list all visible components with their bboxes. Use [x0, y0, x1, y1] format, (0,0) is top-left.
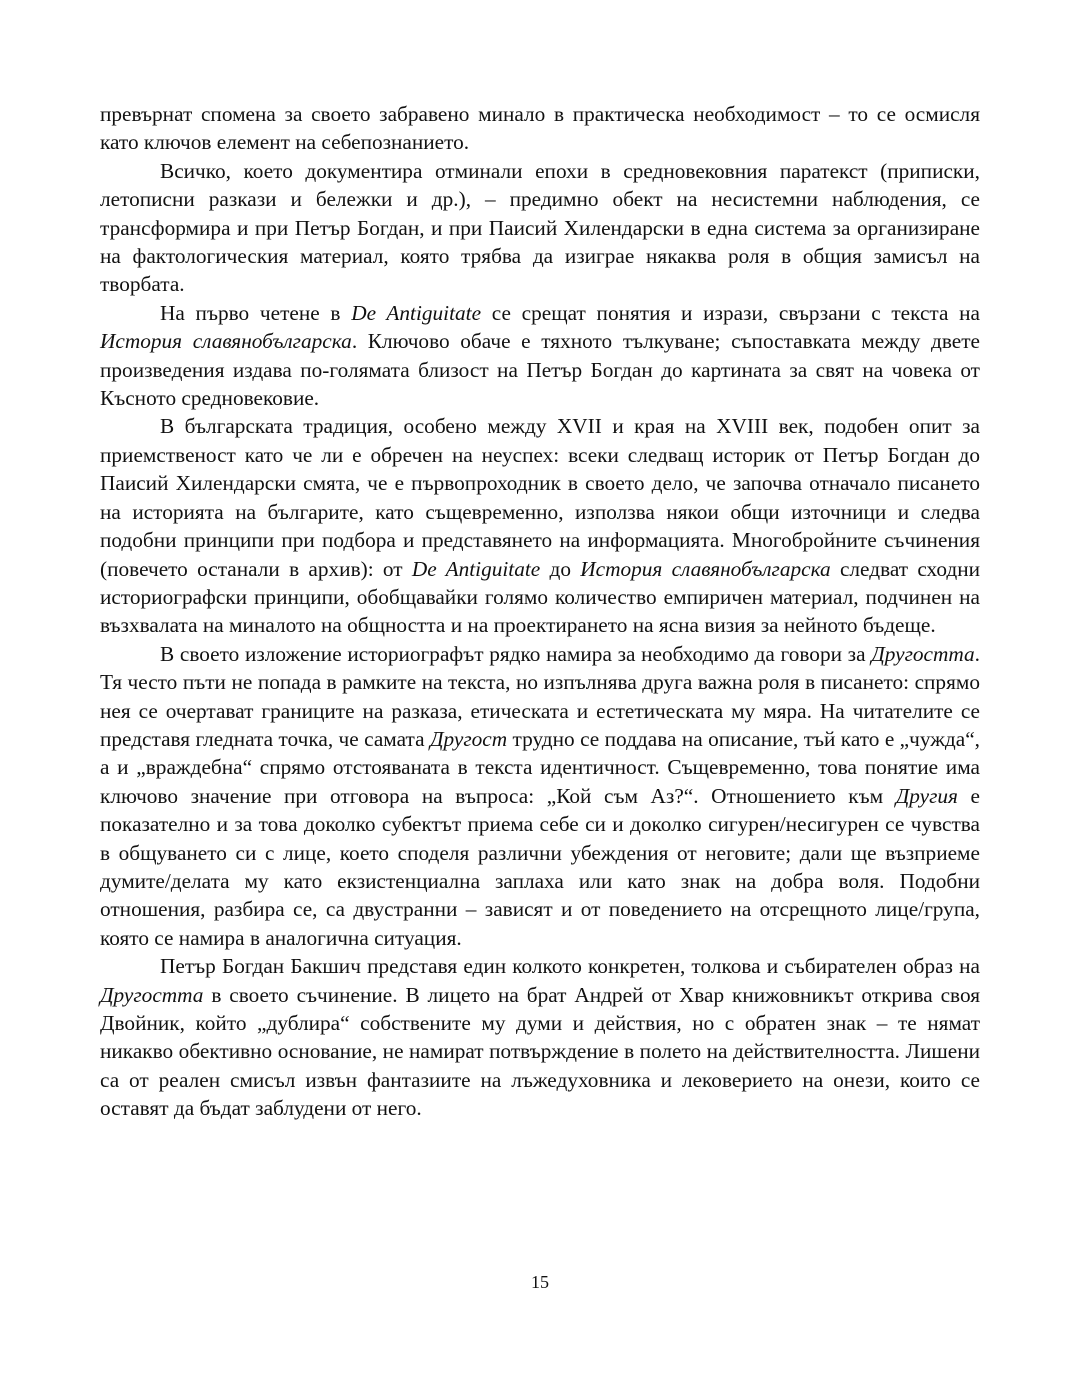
- italic-title-text: De Antiguitate: [411, 556, 541, 581]
- paragraph-text: Петър Богдан Бакшич представя един колкото конкретен, толкова и събирателен образ на: [160, 954, 980, 979]
- document-body: [100, 100, 980, 1123]
- paragraph-6: [100, 952, 980, 1122]
- paragraph-text: е показателно и за това доколко субектът приема себе си и доколко сигурен/несигурен се чувства в общуването си с лице, което споделя различни убеждения от неговите; дали ще възприеме думите/делата му като екзистенциална заплаха или като знак на добра воля. Подобни отношения, разбира се, са двустранни – зависят и от поведението на отсрещното лице/група, която се намира в аналогична ситуация.: [100, 783, 980, 950]
- italic-title-text: De Antiguitate: [351, 300, 482, 325]
- page-number: 15: [531, 1272, 549, 1292]
- paragraph-4: [100, 412, 980, 639]
- italic-title-text: Другия: [895, 783, 958, 808]
- paragraph-text: следват сходни историографски принципи, обобщавайки голямо количество емпиричен материал, подчинен на възхвалата на миналото на общността и на проектирането на ясна визия за нейното бъдеще.: [100, 556, 980, 638]
- italic-title-text: История славянобългарска: [100, 329, 352, 354]
- paragraph-3: [100, 299, 980, 413]
- paragraph-5: [100, 640, 980, 952]
- italic-title-text: Другостта: [100, 982, 204, 1007]
- paragraph-text: превърнат спомена за своето забравено минало в практическа необходимост – то се осмисля като ключов елемент на себепознанието.: [100, 102, 980, 155]
- paragraph-text: В българската традиция, особено между XVII и края на XVIII век, подобен опит за приемственост като че ли е обречен на неуспех: всеки следващ историк от Петър Богдан до Паисий Хилендарски смята, че е първопроходник в своето дело, че започва отначало писането на историята на българите, като същевременно, използва някои общи източници и следва подобни принципи при подбора и представянето на информацията. Многобройните съчинения (повечето останали в архив): от: [100, 414, 980, 581]
- paragraph-text: до: [540, 556, 581, 581]
- paragraph-text: трудно се поддава на описание, тъй като е „чужда“, а и „враждебна“ спрямо отстояваната в текста идентичност. Същевременно, това понятие има ключово значение при отговора на въпроса: „Кой съм Аз?“. Отношението към: [100, 726, 980, 808]
- paragraph-text: Всичко, което документира отминали епохи в средновековния паратекст (приписки, летописни разкази и бележки и др.), – предимно обект на несистемни наблюдения, се трансформира и при Петър Богдан, и при Паисий Хилендарски в една система за организиране на фактологическия материал, която трябва да изиграе някаква роля в общия замисъл на творбата.: [100, 158, 980, 297]
- paragraph-1: [100, 100, 980, 157]
- italic-title-text: Другост: [429, 726, 508, 751]
- paragraph-text: . Тя често пъти не попада в рамките на текста, но изпълнява друга важна роля в писането: спрямо нея се очертават границите на разказа, етическата и естетическата му мяра. На читателите се представя гледната точка, че самата: [100, 641, 980, 751]
- paragraph-2: [100, 157, 980, 299]
- paragraph-text: На първо четене в: [160, 300, 352, 325]
- paragraph-text: в своето съчинение. В лицето на брат Андрей от Хвар книжовникът открива своя Двойник, който „дублира“ собствените му думи и действия, но с обратен знак – те нямат никакво обективно основание, не намират потвърждение в полето на действителността. Лишени са от реален смисъл извън фантазиите на лъжедуховника и лековерието на онези, които се оставят да бъдат заблудени от него.: [100, 982, 980, 1121]
- italic-title-text: Другостта: [871, 641, 975, 666]
- paragraph-text: се срещат понятия и изрази, свързани с текста на: [481, 300, 981, 325]
- paragraph-text: . Ключово обаче е тяхното тълкуване; съпоставката между двете произведения издава по-голямата близост на Петър Богдан до картината за свят на човека от Късното средновековие.: [100, 329, 981, 411]
- italic-title-text: История славянобългарска: [580, 556, 831, 581]
- paragraph-text: В своето изложение историографът рядко намира за необходимо да говори за: [160, 641, 872, 666]
